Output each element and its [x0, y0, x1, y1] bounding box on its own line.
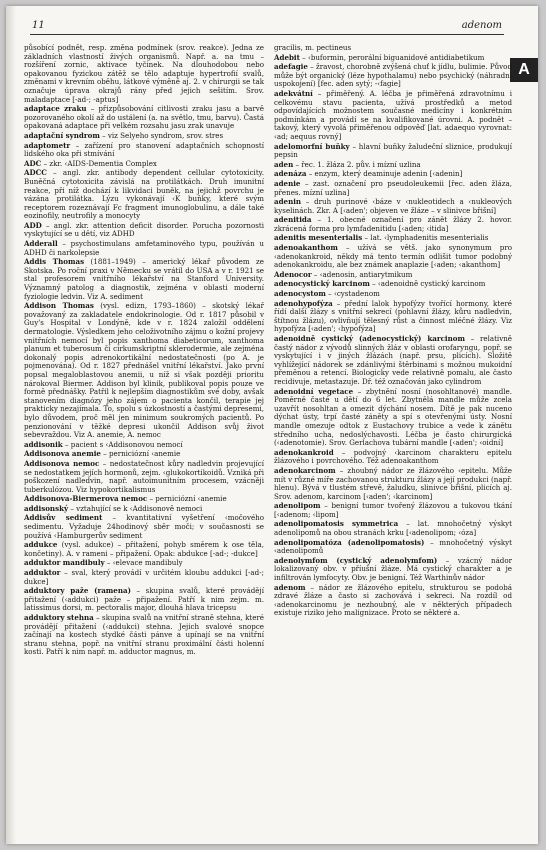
entry-definition: – kvantitativní vyšetření ‹močového sedimentu. Vyžaduje 24hodinový sběr moči; v současnosti se používá ‹Hamburgerův sediment: [24, 513, 265, 540]
entry-definition: – psychostimulans amfetaminového typu, používán u ADHD či narkolepsie: [24, 239, 264, 257]
dictionary-entry: [274, 161, 512, 170]
page-header: [30, 20, 504, 35]
dictionary-entry: [274, 244, 512, 270]
entry-headword: adenitida: [274, 215, 312, 225]
entry-definition: – skupina svalů na vnitřní straně stehna, které provádějí přitažení (‹addukci) stehna. Jejich svalové snopce začínají na kostech stydké části pánve a upínají se na vnitřní stranu stehna, popř. na vnitřní stranu proximální části holenní kosti. Patří k nim např. m. adductor magnus, m.: [24, 613, 264, 657]
entry-headword: Adderall: [24, 239, 58, 249]
entry-definition: – ‹adenosin, antiarytmikum: [311, 269, 413, 279]
dictionary-entry: [274, 335, 512, 387]
entry-headword: addisonský: [24, 503, 69, 513]
dictionary-entry: [24, 460, 264, 494]
dictionary-entry: [274, 234, 512, 243]
dictionary-entry: [24, 569, 264, 586]
dictionary-entry: [274, 44, 512, 53]
entry-definition: – relativně častý nádor z vývodů slinných žláz v oblasti orofaryngu, popř. se vyskytující i v jiných žlázách (např. prsu, plicích). Složitě vyhlížející nádorek se zdánlivými štěrbinami s možnou mukoidní přeměnou a retencí. Biologicky vede relativně pomalu, ale často recidivuje, metastazuje. Dř. též označován jako cylindrom: [274, 334, 512, 386]
dictionary-entry: [274, 143, 512, 160]
dictionary-entry: [274, 467, 512, 501]
entry-headword: Adenocor: [274, 269, 312, 279]
entry-definition: působící podnět, resp. změna podmínek (srov. reakce). Jedna ze základních vlastností živých organismů. Např. a. na tmu – rozšíření zornic, aktivace tyčinek. Na dlouhodobou nebo opakovanou fyzickou zátěž se tělo adaptuje hypertrofií svalů, změnami v krevním oběhu, látkové výměně aj. 2. v chirurgii se tak označuje úprava okrajů rány před jejich sešitím. Srov. maladaptace [-ad-; -aptus]: [24, 43, 264, 104]
entry-headword: aden: [274, 159, 294, 169]
dictionary-entry: [24, 222, 264, 239]
entry-definition: – 1. obecné označení pro zánět žlázy 2. hovor. zkrácená forma pro lymfadenitidu [‹aden; ‹itida]: [274, 215, 512, 233]
entry-definition: gracilis, m. pectineus: [274, 43, 352, 52]
dictionary-entry: [274, 520, 512, 537]
left-column: [24, 44, 264, 658]
entry-definition: – hlavní buňky žaludeční sliznice, produkují pepsin: [274, 141, 512, 160]
entry-definition: (1881–1949) – americký lékař původem ze Skotska. Po roční praxi v Německu se vrátil do USA a v r. 1921 se stal profesorem vnitřního lékařství na Stanford University. Významný patolog a diagnostik, zejména v oblasti moderní fyziologie ledvin. Viz A. sediment: [24, 257, 264, 301]
dictionary-entry: [274, 388, 512, 448]
entry-headword: adenolipom: [274, 501, 321, 511]
entry-definition: – pacient s ‹Addisonovou nemocí: [62, 439, 183, 449]
entry-definition: – skupina svalů, které provádějí přitažení (‹addukci) paže – připažení. Patří k nim zejm. m. latissimus dorsi, m. pectoralis major, dlouhá hlava tricepsu: [24, 586, 264, 613]
dictionary-entry: [274, 584, 512, 618]
entry-headword: adefagie: [274, 62, 308, 72]
entry-definition: – ‹elevace mandibuly: [104, 558, 183, 568]
entry-headword: adaptace zraku: [24, 104, 87, 114]
dictionary-entry: [24, 505, 264, 514]
dictionary-entry: [274, 271, 512, 280]
entry-definition: – ‹buformin, perorální biguanidové antidiabetikum: [299, 52, 485, 62]
entry-headword: addisonik: [24, 439, 63, 449]
entry-headword: Adebit: [274, 52, 300, 62]
entry-headword: Addisonova anemie: [24, 449, 101, 459]
entry-headword: adelomorfní buňky: [274, 141, 350, 151]
dictionary-entry: [24, 105, 264, 131]
entry-headword: adenoakanthom: [274, 243, 338, 253]
entry-definition: – benigní tumor tvořený žlázovou a tukovou tkání [‹adenom; ‹lipom]: [274, 501, 512, 519]
dictionary-entry: [24, 495, 264, 504]
entry-headword: Addisův sediment: [24, 513, 103, 523]
entry-definition: – perniciózní ‹anemie: [100, 449, 181, 459]
entry-headword: adduktory paže (ramena): [24, 586, 131, 596]
entry-definition: – vztahující se k ‹Addisonově nemoci: [68, 503, 203, 513]
dictionary-entry: [274, 216, 512, 233]
entry-definition: – přiměřený. A. léčba je přiměřená zdravotnímu i celkovému stavu pacienta, užívá prostředků a metod odpovídajících možnostem současné medicíny i konkrétním podmínkám a provádí se na kvalifikované úrovni. A. podnět – takový, který vyvolá přiměřenou odpověď [lat. adaequo vyrovnat: ‹ad; aequus rovný]: [274, 88, 512, 141]
entry-headword: addukce: [24, 540, 58, 550]
entry-definition: – nádor ze žlázového epitelu, strukturou se podobá zdravé žláze a často si zachovává i sekreci. Na rozdíl od ‹adenokarcinomu je nezhoubný, ale v některých případech existuje riziko jeho malignizace. Proto se některé a.: [274, 582, 512, 618]
entry-headword: adenin: [274, 197, 302, 207]
entry-headword: adaptometr: [24, 140, 71, 150]
entry-definition: – zařízení pro stanovení adaptačních schopností lidského oka při stmívání: [24, 140, 264, 159]
entry-headword: adduktor mandibuly: [24, 558, 105, 568]
dictionary-entry: [274, 539, 512, 556]
entry-definition: – přizpůsobování citlivosti zraku jasu a barvě pozorovaného okolí až do ustálení (a. na světlo, tmu, barvu). Častá opakovaná adaptace při velkém rozsahu jasu zrak unavuje: [24, 104, 264, 131]
dictionary-entry: [24, 302, 264, 440]
entry-headword: Addis Thomas: [24, 257, 85, 267]
entry-headword: adduktor: [24, 568, 61, 578]
entry-definition: – nedostatečnost kůry nadledvin projevující se nedostatkem jejích hormonů, zejm. ‹glukokortikoidů. Vzniká při poškození nadledvin, např. autoimunitním procesem, vzácněji tuberkulózou. Viz hypokortikalismus: [24, 458, 264, 494]
dictionary-entry: [24, 441, 264, 450]
entry-headword: adenokarcinom: [274, 465, 336, 475]
entry-headword: adenáza: [274, 169, 307, 179]
dictionary-entry: [274, 90, 512, 142]
entry-headword: adenoidně cystický (adenocystický) karcinom: [274, 334, 465, 343]
entry-headword: Addison Thomas: [24, 301, 94, 311]
entry-headword: adenolipomatosis symmetrica: [274, 519, 399, 529]
entry-definition: – vzácný nádor lokalizovaný obv. v příušní žláze. Má cystický charakter a je infiltrován lymfocyty. Obv. je benigní. Též Warthinův nádor: [274, 555, 512, 583]
dictionary-entry: [274, 502, 512, 519]
entry-headword: adenom: [274, 582, 306, 592]
entry-headword: adduktory stehna: [24, 613, 94, 622]
dictionary-page: [6, 6, 538, 844]
dictionary-entry: [24, 514, 264, 540]
entry-headword: adenokankroid: [274, 447, 334, 457]
letter-thumb-tab: A: [510, 58, 538, 82]
dictionary-entry: [24, 160, 264, 169]
entry-headword: adenie: [274, 178, 301, 188]
entry-definition: – angl. zkr. antibody dependent cellular cytotoxicity. Buněčná cytotoxicita závislá na protilátkách. Druh imunitní reakce, při níž dochází k likvidaci buněk, na jejichž povrchu je vázána protilátka. Lýzu vykonávají ‹K buňky, které svým receptorem rozeznávají Fc fragment imunoglobulinu, a dále také eozinofily, neutrofily a monocyty: [24, 168, 264, 221]
entry-headword: ADD: [24, 220, 42, 230]
entry-definition: – zhoubný nádor ze žlázového ‹epitelu. Může mít v různé míře zachovanou strukturu žlázy a její produkci (např. hlenu). Bývá v tlustém střevě, žaludku, slinivce břišní, plicích aj. Srov. adenom, karcinom [‹aden'; ‹karcinom]: [274, 465, 512, 501]
dictionary-entry: [24, 44, 264, 104]
entry-definition: – přední lalok hypofýzy tvořící hormony, které řídí další žlázy s vnitřní sekrecí (pohlavní žlázy, kůru nadledvin, štítnou žlázu), ovlivňují tělesný růst a činnost mléčné žlázy. Viz hypofýza [‹aden'; ‹hypofýza]: [274, 298, 512, 334]
dictionary-entry: [24, 541, 264, 558]
entry-definition: – sval, který provádí v určitém kloubu addukci [-ad-; dukce]: [24, 568, 264, 586]
dictionary-entry: [274, 54, 512, 63]
entry-headword: adenoidní vegetace: [274, 386, 354, 396]
entry-definition: – užívá se větš. jako synonymum pro ‹adenokankroid, někdy má tento termín odlišit tumor podobný adenokankroidu, ale bez známek anaplazie [‹aden; ‹akanthom]: [274, 243, 512, 270]
dictionary-entry: [24, 587, 264, 613]
dictionary-entry: [274, 300, 512, 334]
dictionary-entry: [24, 169, 264, 221]
entry-headword: adenocystický karcinom: [274, 279, 370, 289]
entry-headword: adaptační syndrom: [24, 130, 100, 140]
entry-definition: – angl. zkr. attention deficit disorder. Porucha pozornosti vyskytující se u dětí, viz ADHD: [24, 220, 264, 239]
entry-definition: – ‹cystadenom: [325, 289, 380, 299]
entry-definition: – mnohočetný výskyt ‹adenolipomů: [274, 537, 512, 556]
entry-definition: – ‹adenoidně cystický karcinom: [369, 279, 486, 289]
dictionary-entry: [24, 142, 264, 159]
entry-headword: adenitis mesenterialis: [274, 233, 363, 243]
dictionary-entry: [24, 240, 264, 257]
dictionary-entry: [274, 180, 512, 197]
entry-headword: adenohypofýza: [274, 298, 333, 308]
entry-definition: – enzym, který deaminuje adenin [‹adenin]: [306, 169, 463, 179]
dictionary-entry: [24, 559, 264, 568]
entry-definition: (vysl. edizn, 1793–1860) – skotský lékař považovaný za zakladatele endokrinologie. Od r. 1817 působil v Guy's Hospital v Londýně, kde v r. 1824 založil oddělení dermatologie. Výsledkem jeho celoživotního zájmu o kožní projevy vnitřních nemocí byl popis xanthoma diabeticorum, xanthoma planum et tuberosum či cirkumskriptní sklerodermie, ale zejména dokonalý popis adrenokortikální nedostatečnosti (po A. je pojmenována). Od r. 1827 přednášel vnitřní lékařství. Jako první popsal megaloblastovou anemii, u níž si však později prioritu nárokoval Biermer. Addison byl klinik, publikoval popis pouze ve formě přednášky. Patřil k nejlepším diagnostikům své doby, avšak stanovením diagnózy jeho zájem o pacienta končil, terapie jej prakticky nezajímala. To, spolu s úzkostností a častými depresemi, bylo důvodem, proč měl jen minimum soukromých pacientů. Po penzionování v těžké depresi ukončil Addison svůj život sebevraždou. Viz A. anemie, A. nemoc: [24, 301, 264, 440]
entry-headword: ADCC: [24, 168, 47, 178]
dictionary-entry: [24, 258, 264, 301]
entry-definition: – podvojný ‹karcinom charakteru epitelu žlázového i povrchového. Též adenoakanthom: [274, 447, 512, 466]
page-number: 11: [32, 20, 45, 31]
entry-definition: – lat. ‹lymphadenitis mesenterialis: [362, 233, 489, 243]
entry-definition: – druh purinové ‹báze v ‹nukleotidech a ‹nukleových kyselinách. Zkr. A [‹aden'; objeven ve žláze – v slinivce břišní]: [274, 197, 512, 215]
right-column: [274, 44, 512, 619]
dictionary-entry: [24, 614, 264, 657]
dictionary-entry: [274, 170, 512, 179]
dictionary-entry: [274, 198, 512, 215]
entry-definition: – perniciózní ‹anemie: [147, 494, 227, 504]
entry-headword: adekvátní: [274, 88, 313, 98]
dictionary-entry: [274, 557, 512, 583]
dictionary-entry: [24, 132, 264, 141]
entry-headword: Addisonova nemoc: [24, 458, 100, 468]
dictionary-entry: [274, 63, 512, 89]
running-head: adenom: [461, 20, 502, 31]
dictionary-entry: [274, 449, 512, 466]
entry-definition: – zast. označení pro pseudoleukemii [řec. aden žláza, přenes. mízní uzlina]: [274, 178, 512, 197]
entry-definition: – žravost, chorobně zvýšená chuť k jídlu, bulimie. Původ může být organický (léze hypothalamu) nebo psychický (náhradní uspokojení) [fec. aden sytý; -‹fagie]: [274, 62, 512, 89]
entry-definition: (vysl. adukce) – přitažení, pohyb směrem k ose těla, končetiny). A. v rameni – připažení. Opak: abdukce [-ad-; -dukce]: [24, 540, 264, 558]
entry-definition: – viz Selyeho syndrom, srov. stres: [99, 130, 224, 140]
dictionary-entry: [24, 450, 264, 459]
entry-definition: – zkr. ‹AIDS-Dementia Complex: [41, 158, 157, 168]
entry-definition: – zbytnění nosní (nosohltanové) mandle. Poměrně časté u dětí do 6 let. Zbytnělá mandle může zcela uzavřít nosohltan a omezit dýchání nosem. Dítě je pak nuceno dýchat ústy, trpí časté záněty a spí s otevřenými ústy. Nosní mandle omezuje odtok z Eustachovy trubice a vede k zánětu středního ucha, nedoslýchavosti. Léčba je často chirurgická (‹adenotomie). Srov. Gerlachova tubární mandle [‹aden'; ‹oidní]: [274, 386, 512, 448]
binding-gutter: [6, 6, 16, 844]
entry-headword: ADC: [24, 158, 42, 168]
dictionary-entry: [274, 280, 512, 289]
entry-headword: adenolymfom (cystický adenolymfom): [274, 555, 438, 565]
entry-definition: – lat. mnohočetný výskyt adenolipomů na obou stranách krku [‹adenolipom; ‹óza]: [274, 519, 512, 538]
entry-headword: adenolipomatóza (adenolipomatosis): [274, 537, 425, 547]
dictionary-entry: [274, 290, 512, 299]
entry-definition: – řec. 1. žláza 2. pův. i mízní uzlina: [293, 159, 421, 169]
entry-headword: Addisonova-Biermerova nemoc: [24, 494, 148, 504]
entry-headword: adenocystom: [274, 289, 326, 299]
